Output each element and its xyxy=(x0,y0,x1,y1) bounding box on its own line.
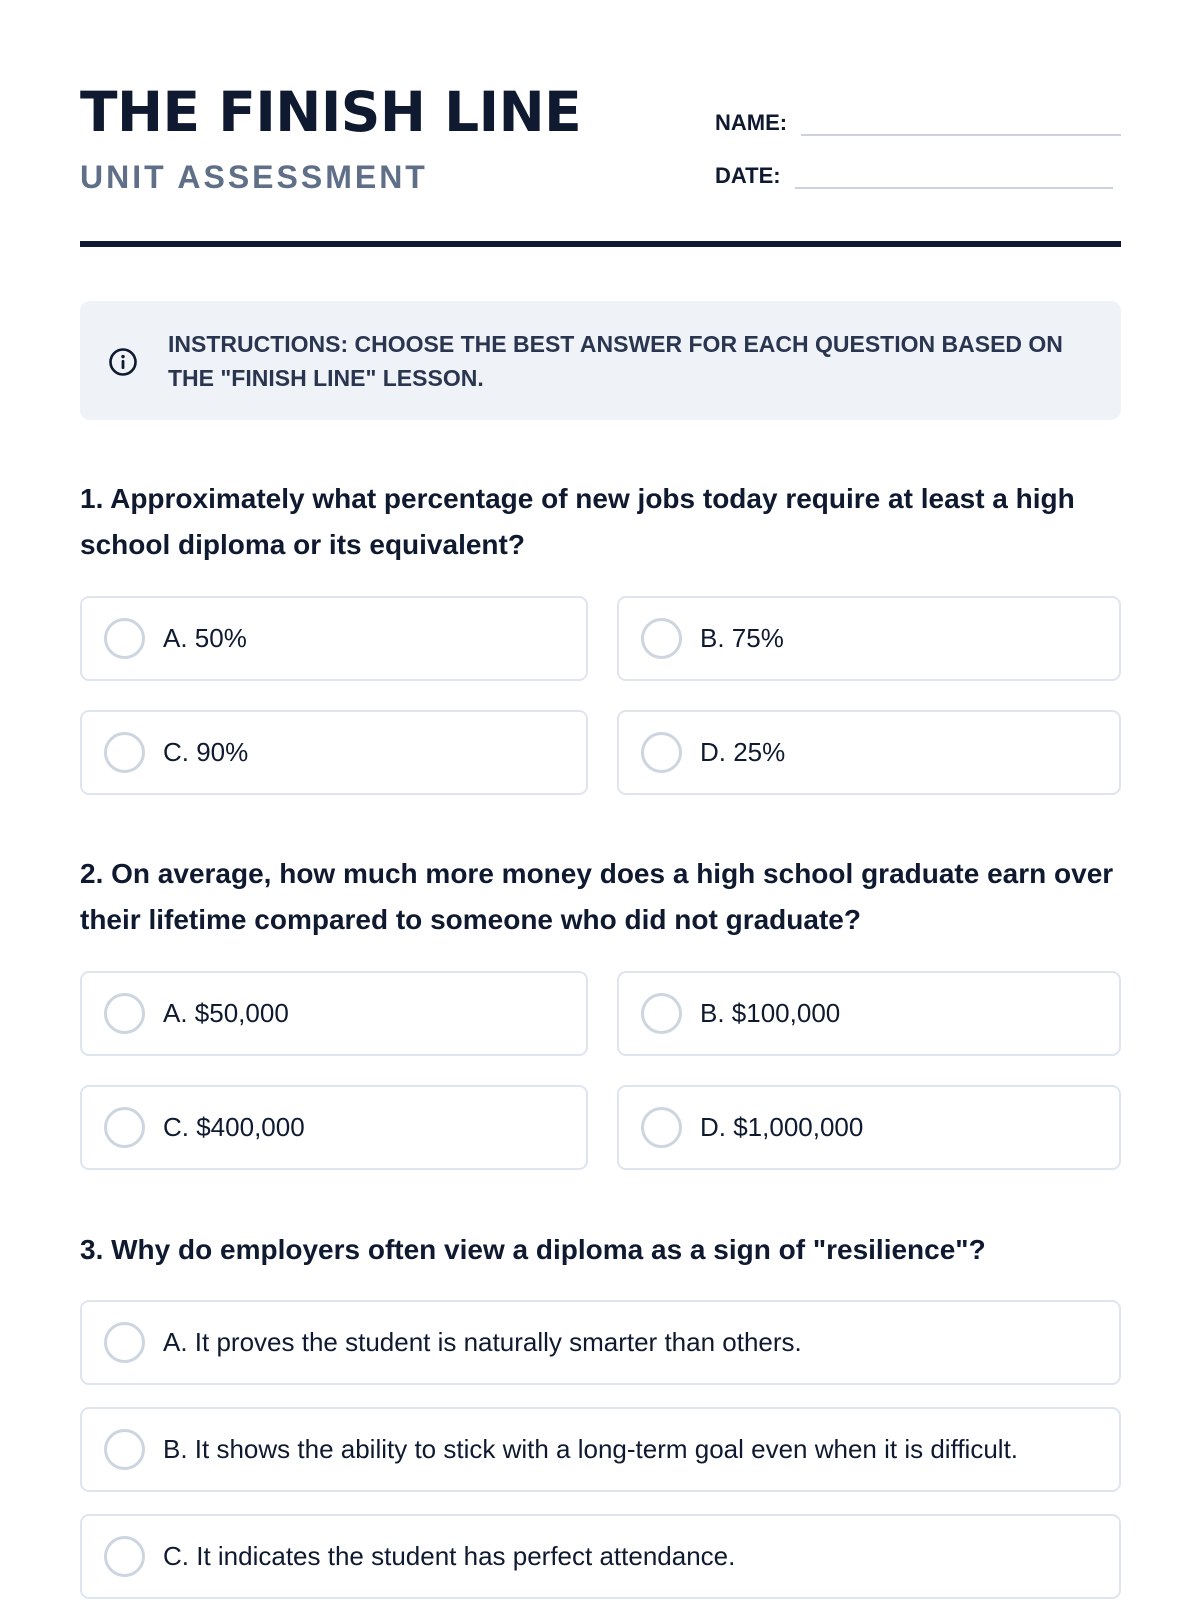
radio-button[interactable] xyxy=(641,1107,682,1148)
instructions-text: INSTRUCTIONS: CHOOSE THE BEST ANSWER FOR EACH QUESTION BASED ON THE "FINISH LINE" LESSON. xyxy=(168,331,1063,391)
page-subtitle: UNIT ASSESSMENT xyxy=(80,159,428,195)
question-3 xyxy=(80,1227,1121,1273)
radio-button[interactable] xyxy=(104,732,145,773)
question-2 xyxy=(80,851,1121,943)
option-label: A. It proves the student is naturally smarter than others. xyxy=(163,1327,802,1357)
option-label: C. It indicates the student has perfect attendance. xyxy=(163,1541,736,1571)
date-blank-line[interactable] xyxy=(795,163,1113,189)
name-field xyxy=(715,110,1121,136)
name-blank-line[interactable] xyxy=(801,110,1121,136)
question-text: 3. Why do employers often view a diploma as a sign of "resilience"? xyxy=(80,1234,986,1265)
question-text: 1. Approximately what percentage of new jobs today require at least a high school diploma or its equivalent? xyxy=(80,483,1075,560)
option-label: A. $50,000 xyxy=(163,998,289,1028)
info-icon xyxy=(108,347,138,377)
answer-option[interactable] xyxy=(80,1085,588,1170)
assessment-page xyxy=(80,0,1121,1600)
option-label: B. 75% xyxy=(700,623,784,653)
answer-option[interactable] xyxy=(80,1407,1121,1492)
page-title: THE FINISH LINE xyxy=(80,80,582,144)
radio-button[interactable] xyxy=(641,732,682,773)
answer-option[interactable] xyxy=(80,1300,1121,1385)
radio-button[interactable] xyxy=(104,993,145,1034)
worksheet-header xyxy=(80,0,1121,250)
name-label: NAME: xyxy=(715,110,788,135)
question-1 xyxy=(80,476,1121,568)
date-label: DATE: xyxy=(715,163,781,188)
option-label: A. 50% xyxy=(163,623,247,653)
radio-button[interactable] xyxy=(641,993,682,1034)
option-label: D. $1,000,000 xyxy=(700,1112,864,1142)
radio-button[interactable] xyxy=(104,1107,145,1148)
option-label: B. $100,000 xyxy=(700,998,841,1028)
option-label: C. 90% xyxy=(163,737,249,767)
answer-option[interactable] xyxy=(80,1514,1121,1599)
radio-button[interactable] xyxy=(104,1429,145,1470)
answer-option[interactable] xyxy=(80,710,588,795)
radio-button[interactable] xyxy=(104,1536,145,1577)
question-text: 2. On average, how much more money does a high school graduate earn over their lifetime compared to someone who did not graduate? xyxy=(80,858,1114,935)
answer-option[interactable] xyxy=(80,596,588,681)
radio-button[interactable] xyxy=(104,1322,145,1363)
date-field xyxy=(715,163,1113,189)
radio-button[interactable] xyxy=(641,618,682,659)
radio-button[interactable] xyxy=(104,618,145,659)
answer-option[interactable] xyxy=(80,971,588,1056)
option-label: C. $400,000 xyxy=(163,1112,305,1142)
instructions-panel xyxy=(80,301,1121,420)
option-label: B. It shows the ability to stick with a long-term goal even when it is difficult. xyxy=(163,1434,1019,1464)
answer-option[interactable] xyxy=(617,971,1121,1056)
answer-option[interactable] xyxy=(617,710,1121,795)
option-label: D. 25% xyxy=(700,737,786,767)
answer-option[interactable] xyxy=(617,596,1121,681)
header-divider xyxy=(80,241,1121,247)
answer-option[interactable] xyxy=(617,1085,1121,1170)
